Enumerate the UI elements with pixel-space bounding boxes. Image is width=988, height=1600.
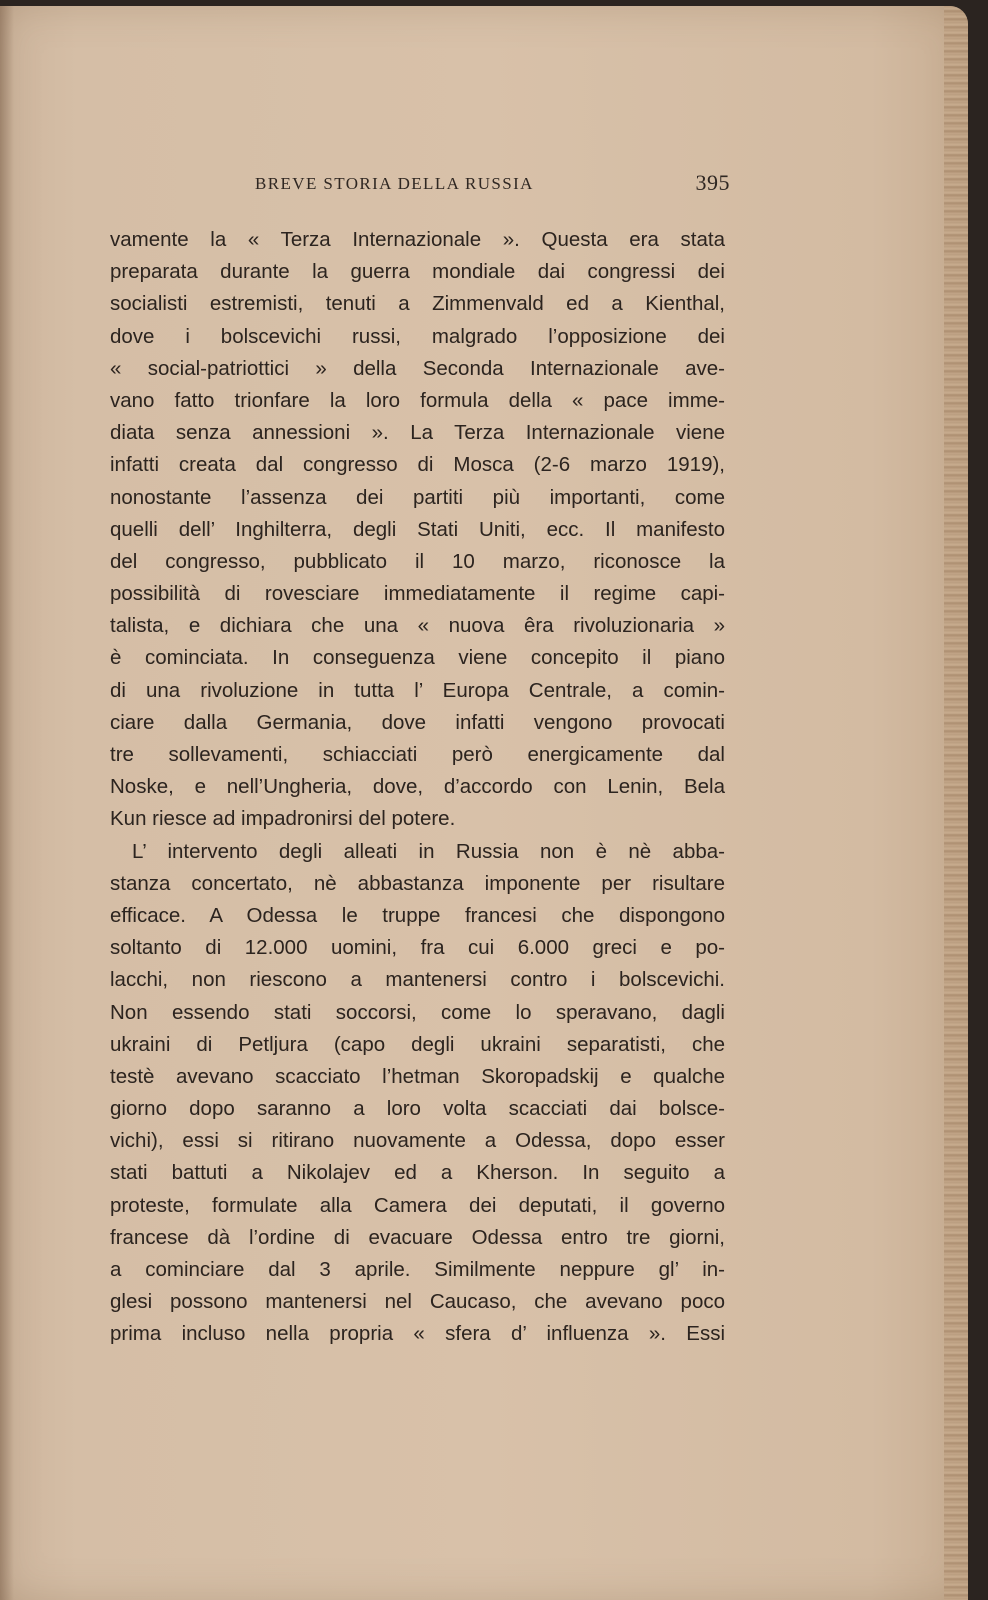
text-line: possibilità di rovesciare immediatamente il regime capi- bbox=[110, 582, 725, 606]
running-title: BREVE STORIA DELLA RUSSIA bbox=[255, 174, 534, 193]
body-text bbox=[110, 224, 725, 1351]
paragraph bbox=[110, 224, 725, 836]
text-line: glesi possono mantenersi nel Caucaso, che avevano poco bbox=[110, 1290, 725, 1314]
text-line: testè avevano scacciato l’hetman Skoropadskij e qualche bbox=[110, 1064, 725, 1088]
text-line: socialisti estremisti, tenuti a Zimmenvald ed a Kienthal, bbox=[110, 292, 725, 316]
text-line: vichi), essi si ritirano nuovamente a Odessa, dopo esser bbox=[110, 1129, 725, 1153]
page-number: 395 bbox=[695, 170, 730, 195]
text-line: Kun riesce ad impadronirsi del potere. bbox=[110, 807, 456, 831]
text-line: Noske, e nell’Ungheria, dove, d’accordo con Lenin, Bela bbox=[110, 775, 725, 799]
text-line: proteste, formulate alla Camera dei deputati, il governo bbox=[110, 1193, 725, 1217]
page-edge bbox=[944, 6, 968, 1600]
paragraph bbox=[110, 836, 725, 1351]
text-line: del congresso, pubblicato il 10 marzo, riconosce la bbox=[110, 549, 725, 573]
text-line: lacchi, non riescono a mantenersi contro i bolscevichi. bbox=[110, 968, 725, 992]
text-line: diata senza annessioni ». La Terza Internazionale viene bbox=[110, 421, 725, 445]
text-line: di una rivoluzione in tutta l’ Europa Centrale, a comin- bbox=[110, 678, 725, 702]
text-line: prima incluso nella propria « sfera d’ influenza ». Essi bbox=[110, 1322, 725, 1346]
text-line: nonostante l’assenza dei partiti più importanti, come bbox=[110, 485, 725, 509]
text-line: è cominciata. In conseguenza viene concepito il piano bbox=[110, 646, 725, 670]
text-line: L’ intervento degli alleati in Russia non è nè abba- bbox=[132, 839, 725, 863]
text-line: efficace. A Odessa le truppe francesi che dispongono bbox=[110, 903, 725, 927]
text-line: giorno dopo saranno a loro volta scacciati dai bolsce- bbox=[110, 1097, 725, 1121]
text-line: stati battuti a Nikolajev ed a Kherson. In seguito a bbox=[110, 1161, 725, 1185]
text-line: infatti creata dal congresso di Mosca (2-6 marzo 1919), bbox=[110, 453, 725, 477]
text-line: tre sollevamenti, schiacciati però energicamente dal bbox=[110, 743, 725, 766]
book-page bbox=[0, 6, 968, 1600]
gutter-shadow bbox=[0, 6, 14, 1600]
text-line: francese dà l’ordine di evacuare Odessa entro tre giorni, bbox=[110, 1225, 725, 1249]
text-line: « social-patriottici » della Seconda Internazionale ave- bbox=[110, 356, 725, 380]
text-line: Non essendo stati soccorsi, come lo speravano, dagli bbox=[110, 1000, 725, 1024]
text-line: ciare dalla Germania, dove infatti vengono provocati bbox=[110, 710, 725, 734]
text-line: stanza concertato, nè abbastanza imponente per risultare bbox=[110, 871, 725, 895]
text-line: preparata durante la guerra mondiale dai congressi dei bbox=[110, 260, 725, 284]
text-line: dove i bolscevichi russi, malgrado l’opposizione dei bbox=[110, 324, 725, 348]
text-line: talista, e dichiara che una « nuova êra rivoluzionaria » bbox=[110, 614, 725, 638]
text-line: vamente la « Terza Internazionale ». Questa era stata bbox=[110, 228, 725, 251]
running-header bbox=[255, 170, 730, 200]
text-line: vano fatto trionfare la loro formula della « pace imme- bbox=[110, 388, 725, 412]
text-line: ukraini di Petljura (capo degli ukraini separatisti, che bbox=[110, 1032, 725, 1056]
text-line: quelli dell’ Inghilterra, degli Stati Uniti, ecc. Il manifesto bbox=[110, 517, 725, 541]
text-line: a cominciare dal 3 aprile. Similmente neppure gl’ in- bbox=[110, 1258, 725, 1281]
text-line: soltanto di 12.000 uomini, fra cui 6.000 greci e po- bbox=[110, 936, 725, 960]
